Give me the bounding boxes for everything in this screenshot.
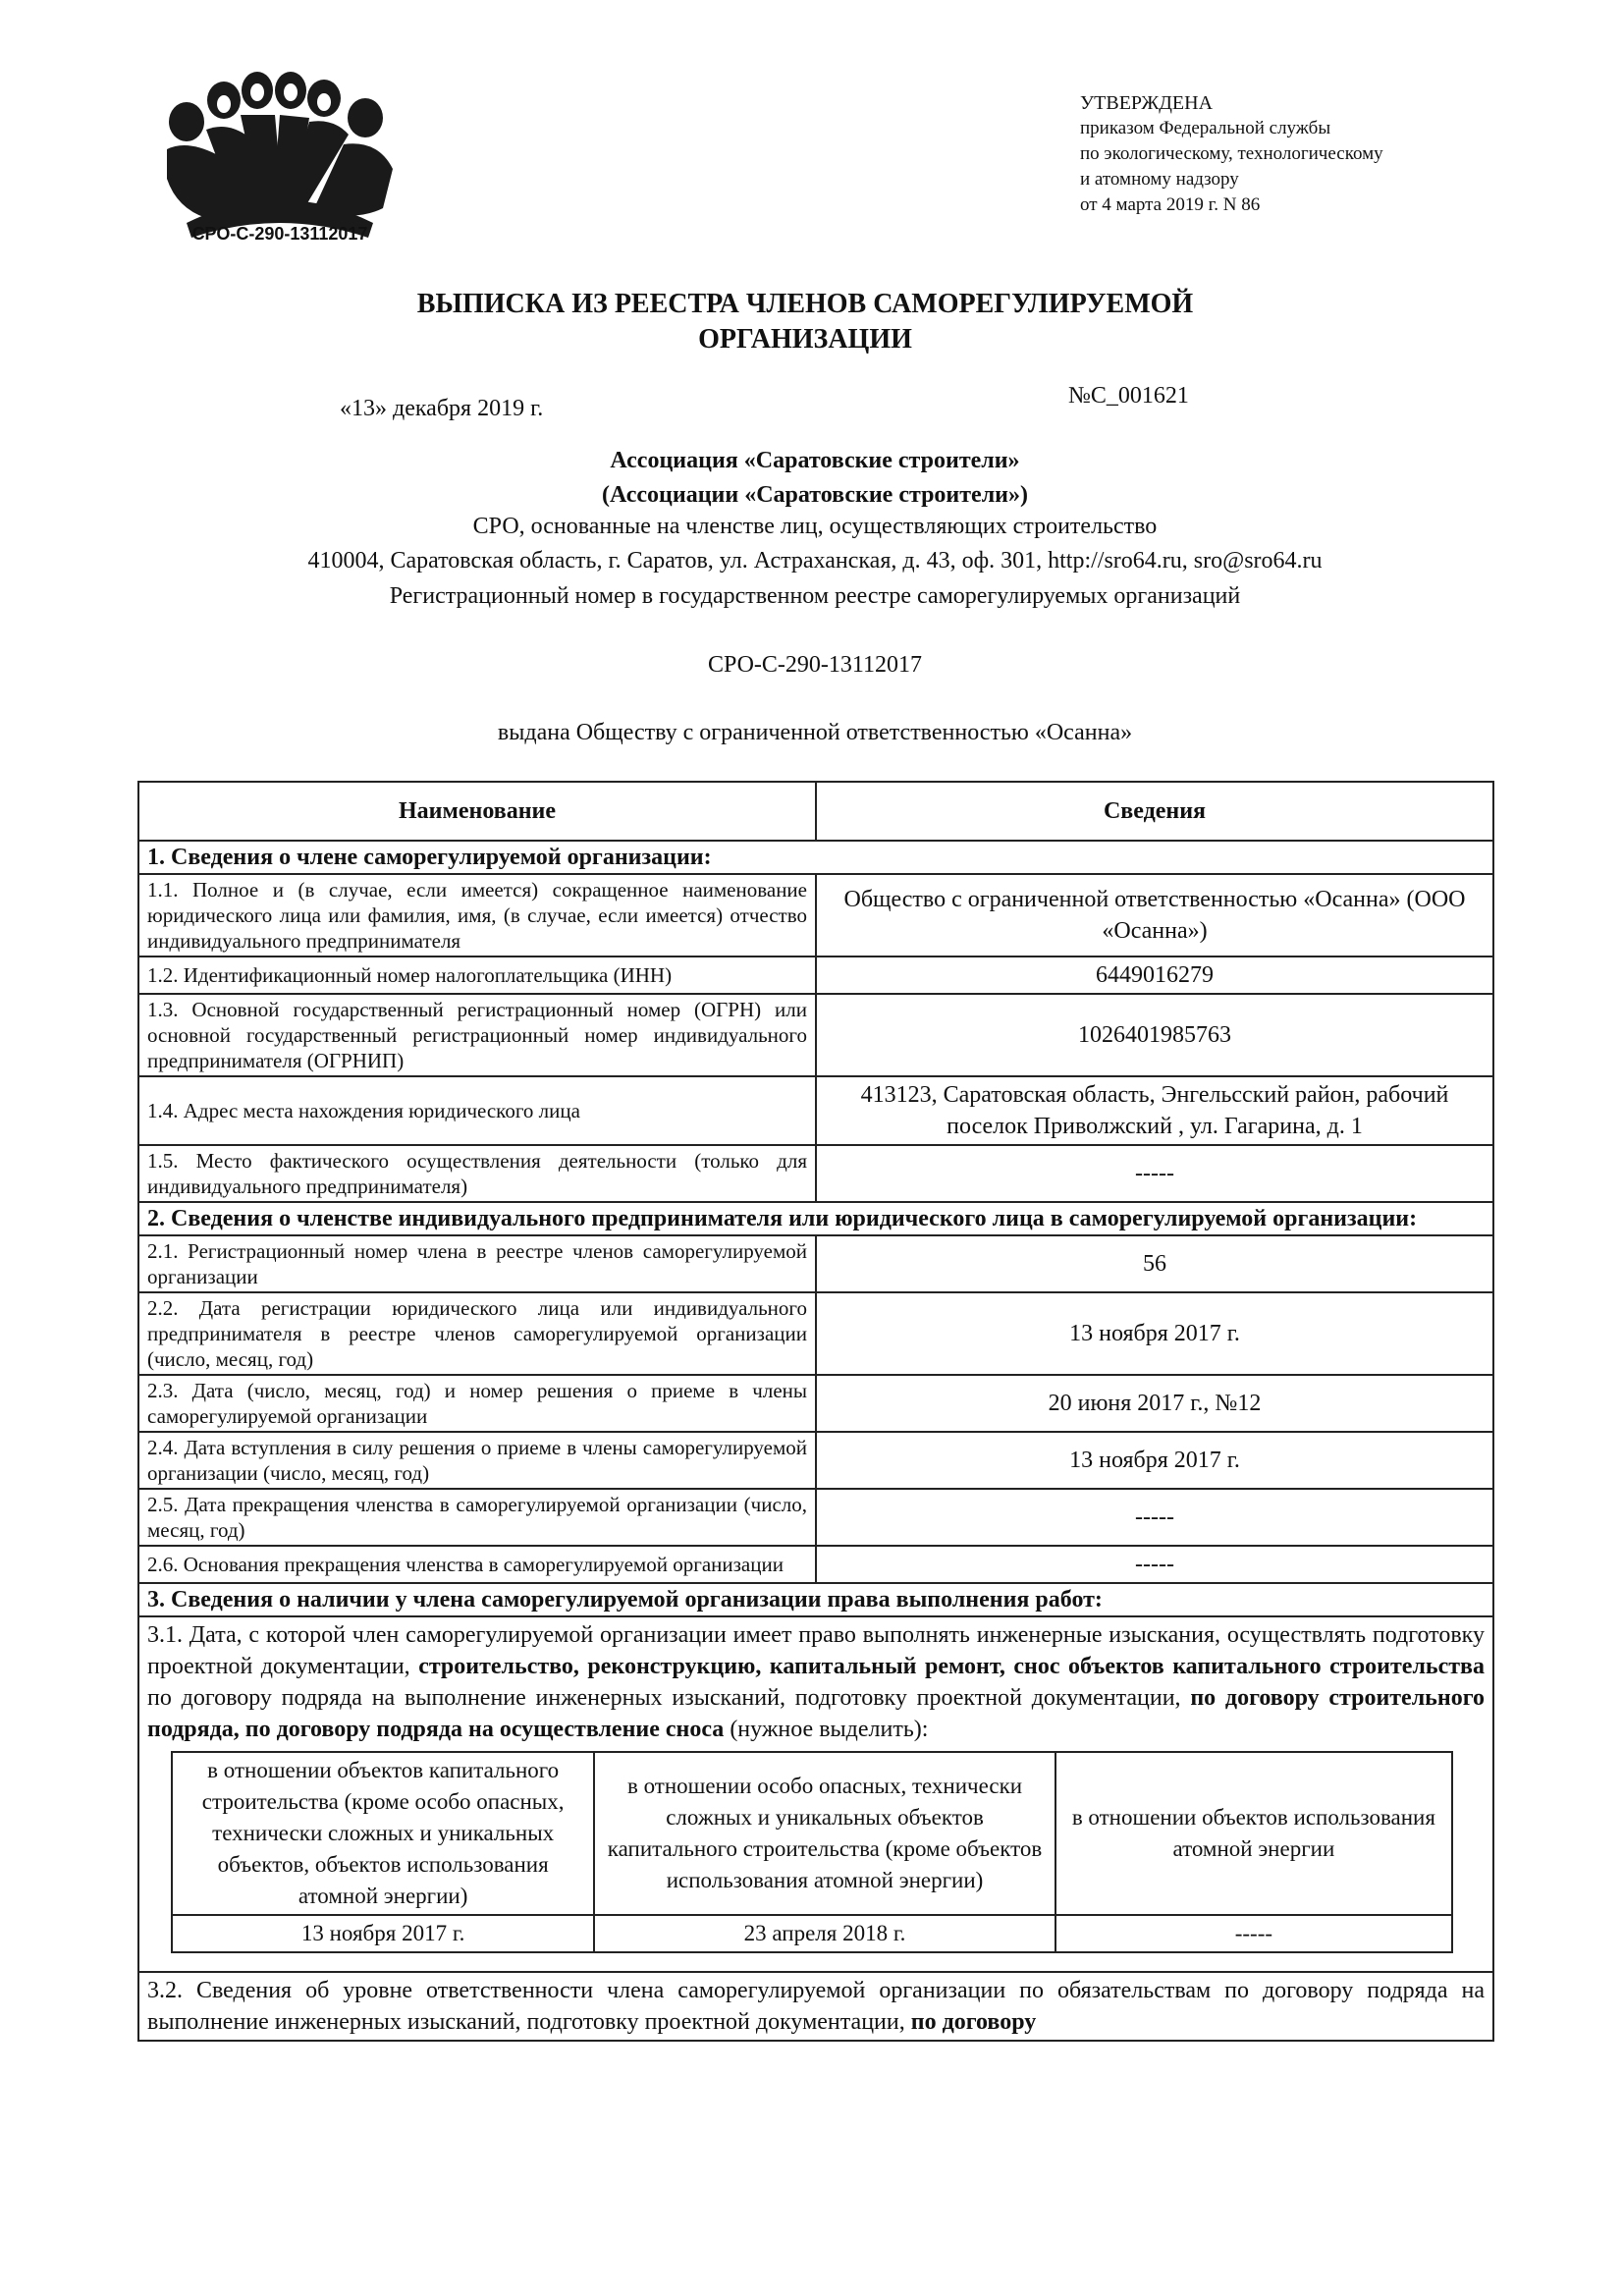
row-label: 2.5. Дата прекращения членства в саморегулируемой организации (число, месяц, год) (138, 1489, 816, 1546)
row-value: 56 (816, 1235, 1493, 1292)
sub-value-cell: ----- (1055, 1915, 1452, 1952)
row-label: 2.1. Регистрационный номер члена в реестре членов саморегулируемой организации (138, 1235, 816, 1292)
row-label: 1.1. Полное и (в случае, если имеется) сокращенное наименование юридического лица или фамилия, имя, (в случае, если имеется) отчество индивидуального предпринимателя (138, 874, 816, 957)
section-3-title: 3. Сведения о наличии у члена саморегулируемой организации права выполнения работ: (138, 1583, 1493, 1616)
table-row (138, 994, 1493, 1076)
section-3-1-text (147, 1619, 1485, 1745)
table-row (138, 1432, 1493, 1489)
org-type: СРО, основанные на членстве лиц, осуществляющих строительство (472, 514, 1158, 539)
row-label: 2.2. Дата регистрации юридического лица или индивидуального предпринимателя в реестре членов саморегулируемой организации (число, месяц, год) (138, 1292, 816, 1375)
issued-to: выдана Обществу с ограниченной ответственностью «Осанна» (497, 720, 1133, 745)
org-name: Ассоциация «Саратовские строители» (610, 448, 1020, 473)
section-row (138, 1583, 1493, 1616)
title-line-1: ВЫПИСКА ИЗ РЕЕСТРА ЧЛЕНОВ САМОРЕГУЛИРУЕМОЙ (416, 289, 1194, 319)
sub-header-row (172, 1752, 1452, 1915)
row-label: 2.6. Основания прекращения членства в саморегулируемой организации (138, 1546, 816, 1583)
sub-header-cell: в отношении особо опасных, технически сложных и уникальных объектов капитального строительства (кроме объектов использования атомной энергии) (594, 1752, 1055, 1915)
table-row (138, 1292, 1493, 1375)
table-header-row (138, 782, 1493, 841)
section-row (138, 1202, 1493, 1235)
org-registry-number: СРО-С-290-13112017 (707, 652, 923, 678)
sub-header-cell: в отношении объектов использования атомной энергии (1055, 1752, 1452, 1915)
approval-line: от 4 марта 2019 г. N 86 (1080, 194, 1261, 215)
row-label: 2.3. Дата (число, месяц, год) и номер решения о приеме в члены саморегулируемой организации (138, 1375, 816, 1432)
table-row (138, 1375, 1493, 1432)
approval-line: и атомному надзору (1080, 169, 1239, 190)
table-row (138, 1145, 1493, 1202)
table-row (138, 874, 1493, 957)
row-label: 1.4. Адрес места нахождения юридического лица (138, 1076, 816, 1145)
approval-block (1080, 90, 1502, 218)
section-1-title: 1. Сведения о члене саморегулируемой организации: (138, 841, 1493, 874)
section-2-title: 2. Сведения о членстве индивидуального предпринимателя или юридического лица в саморегулируемой организации: (138, 1202, 1493, 1235)
row-value: 1026401985763 (816, 994, 1493, 1076)
column-header-name: Наименование (138, 782, 816, 841)
org-address: 410004, Саратовская область, г. Саратов, ул. Астраханская, д. 43, оф. 301, http://sro64.ru, sro@sro64.ru (307, 548, 1323, 574)
row-label: 1.3. Основной государственный регистрационный номер (ОГРН) или основной государственный регистрационный номер индивидуального предпринимателя (ОГРНИП) (138, 994, 816, 1076)
sub-value-cell: 23 апреля 2018 г. (594, 1915, 1055, 1952)
table-row (138, 1616, 1493, 1972)
sub-header-cell: в отношении объектов капитального строительства (кроме особо опасных, технически сложных и уникальных объектов, объектов использования атомной энергии) (172, 1752, 594, 1915)
row-value: ----- (816, 1489, 1493, 1546)
table-row (138, 1972, 1493, 2041)
section-row (138, 841, 1493, 874)
table-row (138, 1076, 1493, 1145)
section-3-2-text (147, 1975, 1485, 2038)
row-value: 13 ноября 2017 г. (816, 1292, 1493, 1375)
registry-table (137, 781, 1494, 2042)
approval-heading: УТВЕРЖДЕНА (1080, 92, 1214, 114)
table-row (138, 1235, 1493, 1292)
logo-code: СРО-С-290-13112017 (191, 224, 368, 244)
row-value: 20 июня 2017 г., №12 (816, 1375, 1493, 1432)
row-label: 1.2. Идентификационный номер налогоплательщика (ИНН) (138, 957, 816, 994)
work-rights-table (171, 1751, 1453, 1953)
sub-value-cell: 13 ноября 2017 г. (172, 1915, 594, 1952)
table-row (138, 1546, 1493, 1583)
row-value: 6449016279 (816, 957, 1493, 994)
sub-value-row (172, 1915, 1452, 1952)
document-number: №С_001621 (1068, 383, 1189, 409)
column-header-info: Сведения (816, 782, 1493, 841)
document-date: «13» декабря 2019 г. (340, 396, 544, 421)
row-label: 1.5. Место фактического осуществления деятельности (только для индивидуального предпринимателя) (138, 1145, 816, 1202)
approval-line: по экологическому, технологическому (1080, 143, 1383, 164)
row-value: 13 ноября 2017 г. (816, 1432, 1493, 1489)
org-name-genitive: (Ассоциации «Саратовские строители») (602, 482, 1028, 508)
text-span: по договору подряда на выполнение инженерных изысканий, подготовку проектной документации, (147, 1685, 1191, 1711)
section-3-2-cell (138, 1972, 1493, 2041)
text-span: (нужное выделить): (724, 1717, 929, 1742)
text-span-bold: по договору (910, 2009, 1037, 2035)
text-span: 3.1. Дата, с которой член саморегулируемой организации имеет право выполнять инженерные изыскания, осуществлять подготовку проектной документации, (147, 1622, 1485, 1679)
table-row (138, 1489, 1493, 1546)
text-span: 3.2. Сведения об уровне ответственности члена саморегулируемой организации по обязательствам по договору подряда на выполнение инженерных изысканий, подготовку проектной документации, (147, 1978, 1485, 2035)
text-span-bold: по договору строительного подряда, по договору подряда на осуществление сноса (147, 1685, 1485, 1742)
row-label: 2.4. Дата вступления в силу решения о приеме в члены саморегулируемой организации (число, месяц, год) (138, 1432, 816, 1489)
document-title (295, 287, 1316, 357)
row-value: ----- (816, 1145, 1493, 1202)
text-span-bold: строительство, реконструкцию, капитальный ремонт, снос объектов капитального строительства (418, 1654, 1486, 1679)
approval-line: приказом Федеральной службы (1080, 118, 1331, 138)
section-3-1-cell (138, 1616, 1493, 1972)
title-line-2: ОРГАНИЗАЦИИ (698, 324, 912, 355)
row-value: 413123, Саратовская область, Энгельсский район, рабочий поселок Приволжский , ул. Гагарина, д. 1 (816, 1076, 1493, 1145)
row-value: Общество с ограниченной ответственностью «Осанна» (ООО «Осанна») (816, 874, 1493, 957)
row-value: ----- (816, 1546, 1493, 1583)
org-registry-label: Регистрационный номер в государственном реестре саморегулируемых организаций (389, 583, 1241, 609)
table-row (138, 957, 1493, 994)
